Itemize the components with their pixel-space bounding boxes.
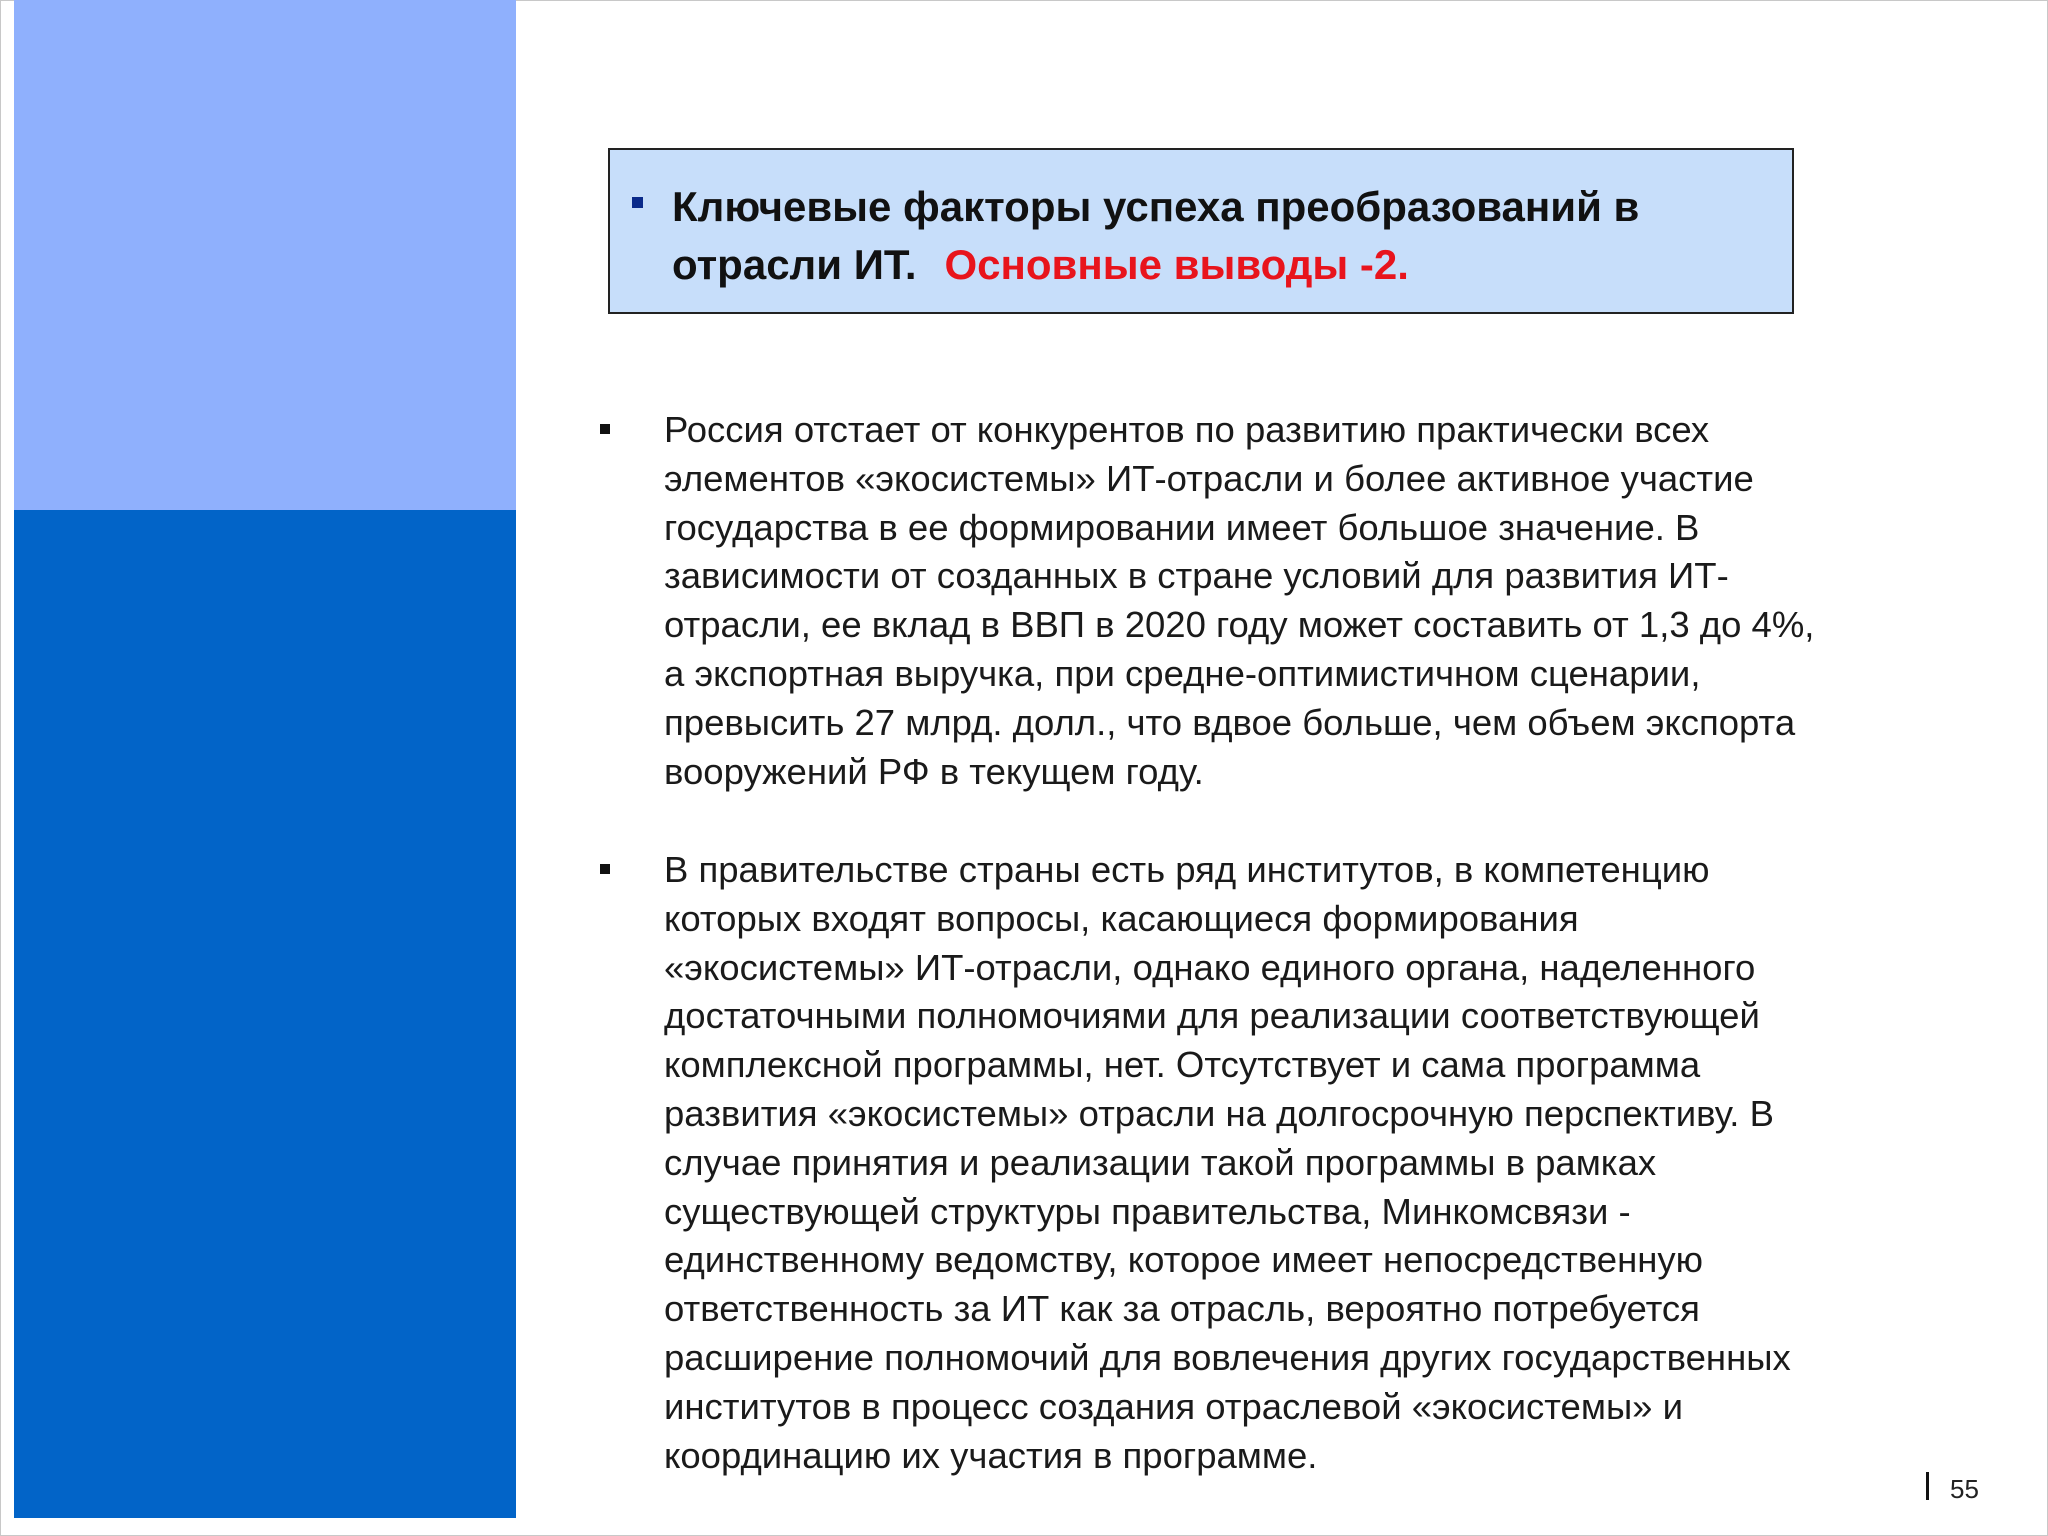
bullet-icon [600, 424, 610, 434]
title-accent: Основные выводы -2. [944, 241, 1409, 288]
body-paragraph: В правительстве страны есть ряд институтов, в компетенцию которых входят вопросы, касающиеся формирования «экосистемы» ИТ-отрасли, однако единого органа, наделенного достаточными полномочиями для реализации соответствующей комплексной программы, нет. Отсутствует и сама программа развития «экосистемы» отрасли на долгосрочную перспективу. В случае принятия и реализации такой программы в рамках существующей структуры правительства, Минкомсвязи - единственному ведомству, которое имеет непосредственную ответственность за ИТ как за отрасль, вероятно потребуется расширение полномочий для вовлечения других государственных институтов в процесс создания отраслевой «экосистемы» и координацию их участия в программе. [664, 849, 1791, 1476]
title-box [608, 148, 1794, 314]
slide-title [672, 178, 1772, 294]
bullet-icon [600, 864, 610, 874]
title-main: Ключевые факторы успеха преобразований в отрасли ИТ. [672, 183, 1640, 288]
page-number-divider [1926, 1472, 1929, 1500]
sidebar-light-block [14, 0, 516, 510]
body-paragraph: Россия отстает от конкурентов по развитию практически всех элементов «экосистемы» ИТ-отрасли и более активное участие государства в ее формировании имеет большое значение. В зависимости от созданных в стране условий для развития ИТ- отрасли, ее вклад в ВВП в 2020 году может составить от 1,3 до 4%, а экспортная выручка, при средне-оптимистичном сценарии, превысить 27 млрд. долл., что вдвое больше, чем объем экспорта вооружений РФ в текущем году. [664, 409, 1815, 792]
page-number: 55 [1950, 1474, 1979, 1504]
sidebar-dark-block [14, 510, 516, 1518]
title-bullet-icon [632, 197, 643, 208]
